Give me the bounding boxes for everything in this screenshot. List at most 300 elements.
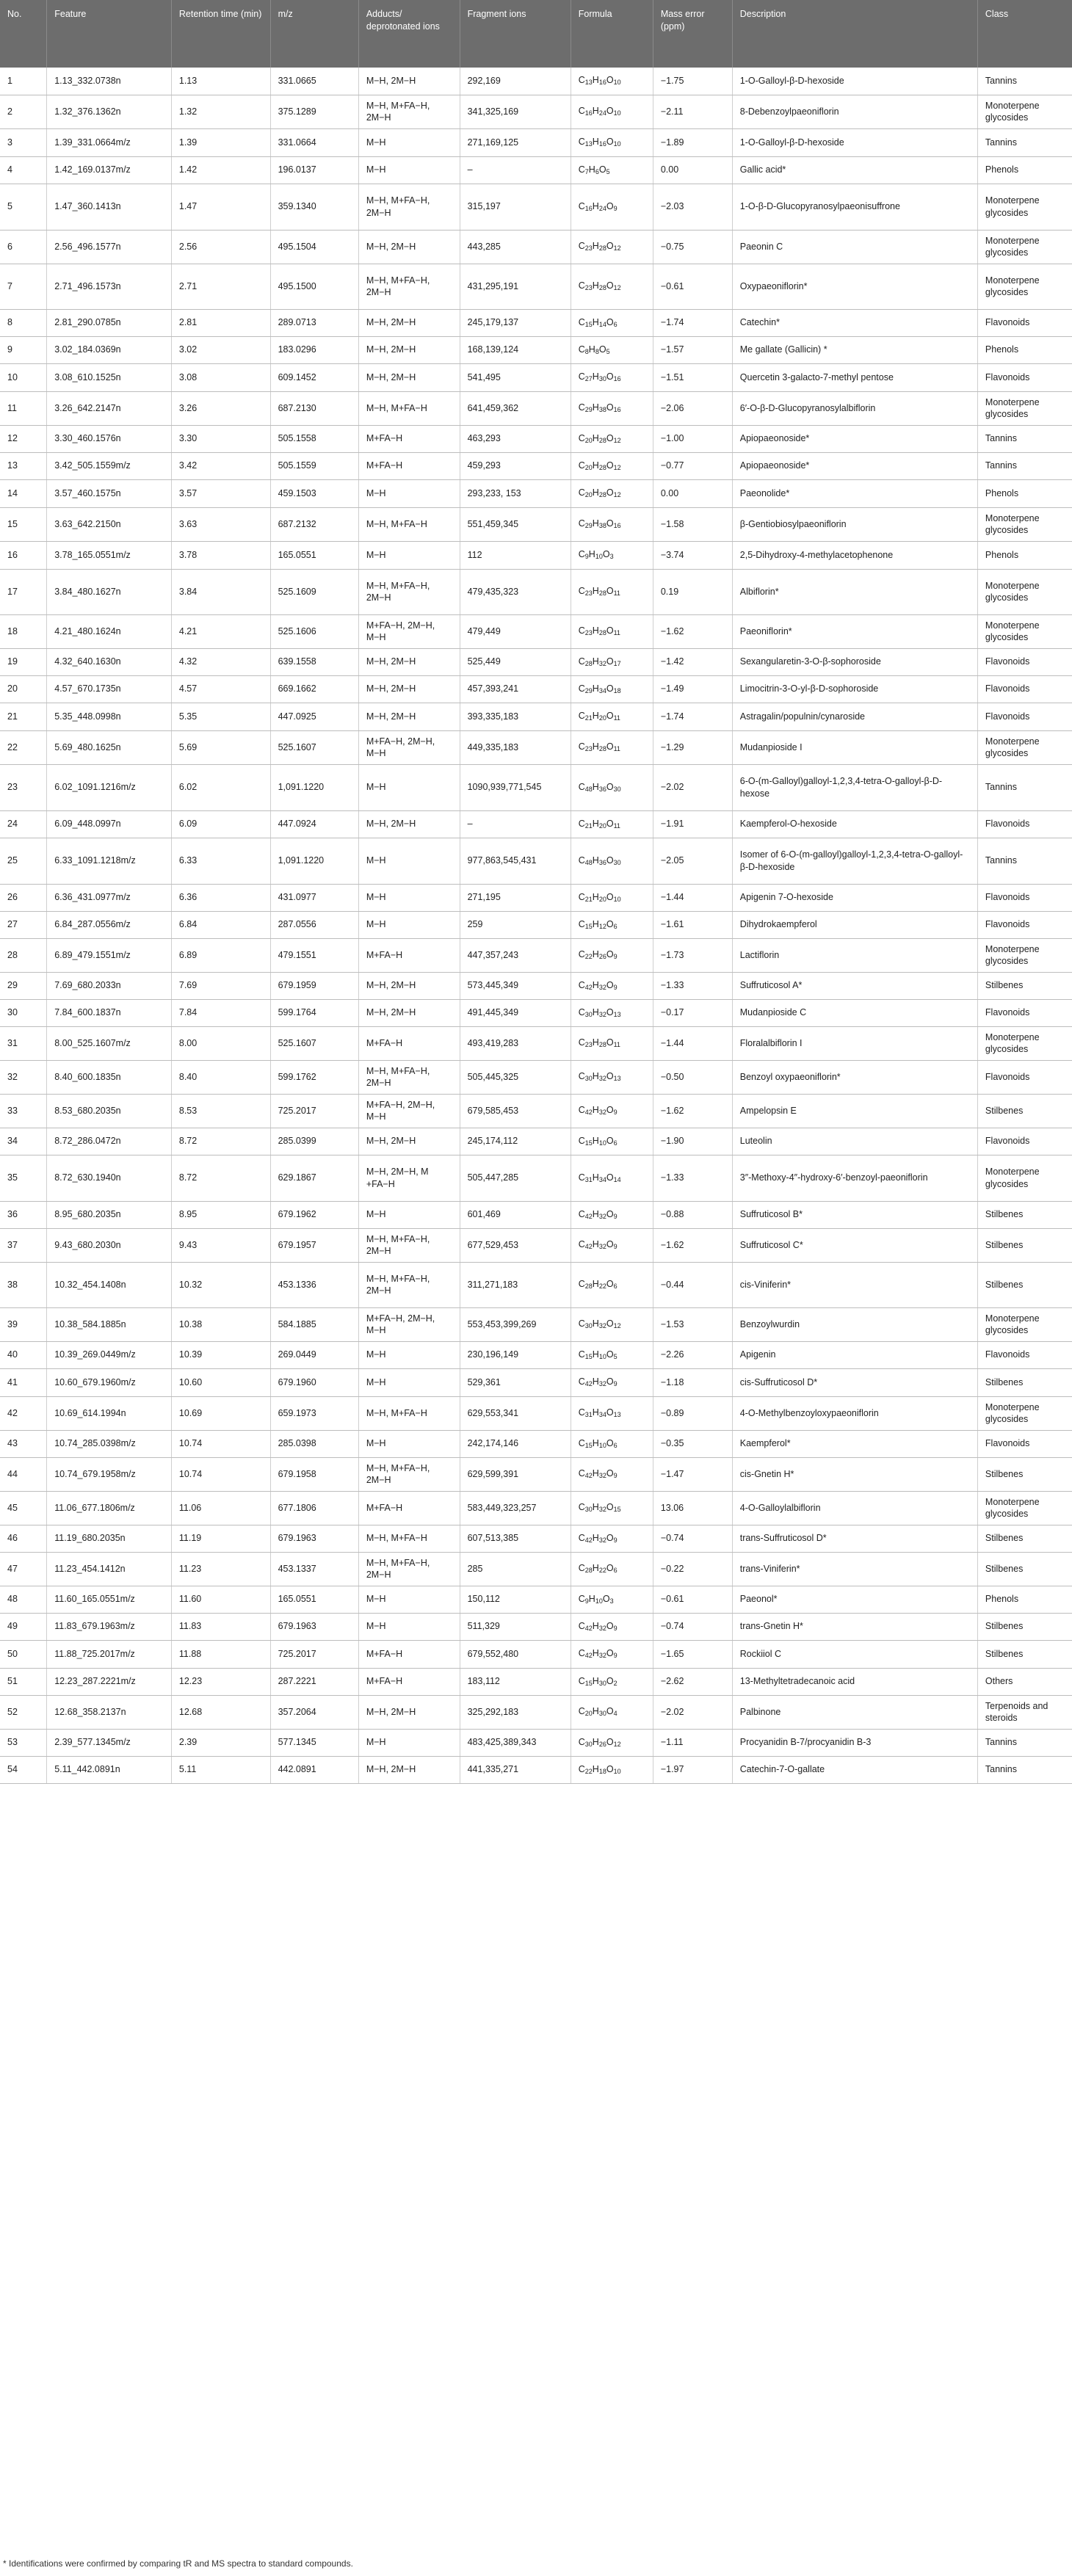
no-cell: 23 — [0, 764, 47, 810]
class-cell: Monoterpene glycosides — [977, 614, 1072, 648]
mass-error-cell: −1.33 — [653, 1155, 732, 1201]
mz-cell: 431.0977 — [270, 884, 358, 911]
feature-cell: 1.32_376.1362n — [47, 95, 172, 128]
fragment-ions-cell: 511,329 — [460, 1613, 571, 1640]
feature-cell: 8.72_286.0472n — [47, 1128, 172, 1155]
mass-error-cell: −1.73 — [653, 938, 732, 972]
mass-error-cell: −2.62 — [653, 1668, 732, 1695]
fragment-ions-cell: 607,513,385 — [460, 1525, 571, 1552]
adducts-cell: M−H, 2M−H — [358, 309, 460, 336]
no-cell: 1 — [0, 68, 47, 95]
class-cell: Monoterpene glycosides — [977, 391, 1072, 425]
no-cell: 37 — [0, 1228, 47, 1262]
mz-cell: 677.1806 — [270, 1491, 358, 1525]
mz-cell: 359.1340 — [270, 184, 358, 230]
fragment-ions-cell: 493,419,283 — [460, 1026, 571, 1060]
description-cell: 8-Debenzoylpaeoniflorin — [732, 95, 977, 128]
description-cell: Mudanpioside I — [732, 730, 977, 764]
feature-cell: 11.23_454.1412n — [47, 1552, 172, 1586]
no-cell: 41 — [0, 1368, 47, 1396]
retention-time-cell: 2.81 — [171, 309, 270, 336]
class-cell: Monoterpene glycosides — [977, 730, 1072, 764]
adducts-cell: M−H, M+FA−H, 2M−H — [358, 1457, 460, 1491]
retention-time-cell: 6.09 — [171, 810, 270, 838]
description-cell: Gallic acid* — [732, 156, 977, 184]
fragment-ions-cell: 601,469 — [460, 1201, 571, 1228]
no-cell: 40 — [0, 1341, 47, 1368]
feature-cell: 12.68_358.2137n — [47, 1695, 172, 1729]
adducts-cell: M+FA−H — [358, 1491, 460, 1525]
fragment-ions-cell: 168,139,124 — [460, 336, 571, 363]
class-cell: Stilbenes — [977, 1094, 1072, 1128]
mz-cell: 609.1452 — [270, 363, 358, 391]
description-cell: 1-O-β-D-Glucopyranosylpaeonisuffrone — [732, 184, 977, 230]
feature-cell: 4.57_670.1735n — [47, 675, 172, 703]
class-cell: Monoterpene glycosides — [977, 95, 1072, 128]
retention-time-cell: 2.39 — [171, 1729, 270, 1756]
feature-cell: 11.60_165.0551m/z — [47, 1586, 172, 1613]
fragment-ions-cell: 447,357,243 — [460, 938, 571, 972]
retention-time-cell: 10.39 — [171, 1341, 270, 1368]
retention-time-cell: 3.02 — [171, 336, 270, 363]
class-cell: Monoterpene glycosides — [977, 507, 1072, 541]
mz-cell: 679.1960 — [270, 1368, 358, 1396]
description-cell: Astragalin/populnin/cynaroside — [732, 703, 977, 730]
adducts-cell: M−H, 2M−H — [358, 1695, 460, 1729]
feature-cell: 8.53_680.2035n — [47, 1094, 172, 1128]
table-row — [0, 1128, 1072, 1155]
fragment-ions-cell: 529,361 — [460, 1368, 571, 1396]
table-row — [0, 1060, 1072, 1094]
description-cell: 2,5-Dihydroxy-4-methylacetophenone — [732, 541, 977, 569]
description-cell: Limocitrin-3-O-yl-β-D-sophoroside — [732, 675, 977, 703]
mass-error-cell: −1.44 — [653, 884, 732, 911]
description-cell: Oxypaeoniflorin* — [732, 264, 977, 309]
feature-cell: 3.30_460.1576n — [47, 425, 172, 452]
mz-cell: 495.1504 — [270, 230, 358, 264]
description-cell: Me gallate (Gallicin) * — [732, 336, 977, 363]
table-row — [0, 938, 1072, 972]
table-row — [0, 264, 1072, 309]
mass-error-cell: −0.44 — [653, 1262, 732, 1307]
table-row — [0, 68, 1072, 95]
class-cell: Stilbenes — [977, 1228, 1072, 1262]
table-row — [0, 1396, 1072, 1430]
feature-cell: 4.32_640.1630n — [47, 648, 172, 675]
description-cell: Floralalbiflorin I — [732, 1026, 977, 1060]
formula-cell: $C_{15}H_{14}O_6$ — [571, 309, 653, 336]
class-cell: Stilbenes — [977, 1201, 1072, 1228]
formula-cell: $C_{16}H_{24}O_9$ — [571, 184, 653, 230]
class-cell: Monoterpene glycosides — [977, 1396, 1072, 1430]
description-cell: Apiopaeonoside* — [732, 452, 977, 479]
no-cell: 51 — [0, 1668, 47, 1695]
formula-cell: $C_{15}H_{12}O_6$ — [571, 911, 653, 938]
retention-time-cell: 11.23 — [171, 1552, 270, 1586]
feature-cell: 6.36_431.0977m/z — [47, 884, 172, 911]
adducts-cell: M+FA−H, 2M−H, M−H — [358, 614, 460, 648]
feature-cell: 12.23_287.2221m/z — [47, 1668, 172, 1695]
no-cell: 16 — [0, 541, 47, 569]
description-cell: cis-Viniferin* — [732, 1262, 977, 1307]
mz-cell: 331.0664 — [270, 128, 358, 156]
retention-time-cell: 4.57 — [171, 675, 270, 703]
table-row — [0, 911, 1072, 938]
feature-cell: 10.32_454.1408n — [47, 1262, 172, 1307]
formula-cell: $C_{13}H_{16}O_{10}$ — [571, 128, 653, 156]
no-cell: 32 — [0, 1060, 47, 1094]
fragment-ions-cell: 483,425,389,343 — [460, 1729, 571, 1756]
class-cell: Flavonoids — [977, 1128, 1072, 1155]
fragment-ions-cell: 629,553,341 — [460, 1396, 571, 1430]
mz-cell: 479.1551 — [270, 938, 358, 972]
adducts-cell: M+FA−H — [358, 1668, 460, 1695]
retention-time-cell: 6.84 — [171, 911, 270, 938]
description-cell: 4-O-Galloylalbiflorin — [732, 1491, 977, 1525]
fragment-ions-cell: 679,552,480 — [460, 1640, 571, 1668]
formula-cell: $C_9H_{10}O_3$ — [571, 1586, 653, 1613]
class-cell: Monoterpene glycosides — [977, 1155, 1072, 1201]
feature-cell: 2.81_290.0785n — [47, 309, 172, 336]
table-footnote: * Identifications were confirmed by comparing tR and MS spectra to standard compounds. — [3, 2558, 353, 2569]
feature-cell: 3.02_184.0369n — [47, 336, 172, 363]
fragment-ions-cell: 479,435,323 — [460, 569, 571, 614]
fragment-ions-cell: 553,453,399,269 — [460, 1307, 571, 1341]
mass-error-cell: −0.88 — [653, 1201, 732, 1228]
column-header: Retention time (min) — [171, 0, 270, 68]
formula-cell: $C_{20}H_{28}O_{12}$ — [571, 479, 653, 507]
formula-cell: $C_{28}H_{22}O_6$ — [571, 1552, 653, 1586]
fragment-ions-cell: 245,179,137 — [460, 309, 571, 336]
class-cell: Stilbenes — [977, 1262, 1072, 1307]
table-body — [0, 68, 1072, 1783]
no-cell: 36 — [0, 1201, 47, 1228]
fragment-ions-cell: 150,112 — [460, 1586, 571, 1613]
fragment-ions-cell: 505,447,285 — [460, 1155, 571, 1201]
fragment-ions-cell: 525,449 — [460, 648, 571, 675]
description-cell: Palbinone — [732, 1695, 977, 1729]
adducts-cell: M−H — [358, 764, 460, 810]
feature-cell: 3.42_505.1559m/z — [47, 452, 172, 479]
table-row — [0, 838, 1072, 884]
mz-cell: 679.1962 — [270, 1201, 358, 1228]
no-cell: 42 — [0, 1396, 47, 1430]
mass-error-cell: −2.26 — [653, 1341, 732, 1368]
mz-cell: 495.1500 — [270, 264, 358, 309]
retention-time-cell: 8.40 — [171, 1060, 270, 1094]
adducts-cell: M−H, 2M−H — [358, 1756, 460, 1783]
formula-cell: $C_{31}H_{34}O_{14}$ — [571, 1155, 653, 1201]
formula-cell: $C_{21}H_{20}O_{10}$ — [571, 884, 653, 911]
mass-error-cell: −1.42 — [653, 648, 732, 675]
formula-cell: $C_{15}H_{10}O_5$ — [571, 1341, 653, 1368]
table-row — [0, 1491, 1072, 1525]
adducts-cell: M+FA−H — [358, 425, 460, 452]
feature-cell: 3.57_460.1575n — [47, 479, 172, 507]
class-cell: Monoterpene glycosides — [977, 230, 1072, 264]
no-cell: 30 — [0, 999, 47, 1026]
description-cell: Apiopaeonoside* — [732, 425, 977, 452]
mz-cell: 505.1559 — [270, 452, 358, 479]
class-cell: Tannins — [977, 1756, 1072, 1783]
fragment-ions-cell: 245,174,112 — [460, 1128, 571, 1155]
formula-cell: $C_{15}H_{30}O_2$ — [571, 1668, 653, 1695]
fragment-ions-cell: 292,169 — [460, 68, 571, 95]
no-cell: 34 — [0, 1128, 47, 1155]
table-row — [0, 1640, 1072, 1668]
mass-error-cell: −0.35 — [653, 1430, 732, 1457]
mz-cell: 285.0398 — [270, 1430, 358, 1457]
class-cell: Monoterpene glycosides — [977, 938, 1072, 972]
formula-cell: $C_{23}H_{28}O_{11}$ — [571, 730, 653, 764]
table-row — [0, 184, 1072, 230]
retention-time-cell: 8.72 — [171, 1155, 270, 1201]
description-cell: cis-Gnetin H* — [732, 1457, 977, 1491]
retention-time-cell: 10.38 — [171, 1307, 270, 1341]
mz-cell: 331.0665 — [270, 68, 358, 95]
feature-cell: 6.02_1091.1216m/z — [47, 764, 172, 810]
retention-time-cell: 3.08 — [171, 363, 270, 391]
class-cell: Tannins — [977, 764, 1072, 810]
mz-cell: 584.1885 — [270, 1307, 358, 1341]
no-cell: 24 — [0, 810, 47, 838]
adducts-cell: M−H, M+FA−H, 2M−H — [358, 1552, 460, 1586]
mass-error-cell: −0.22 — [653, 1552, 732, 1586]
description-cell: Sexangularetin-3-O-β-sophoroside — [732, 648, 977, 675]
formula-cell: $C_{20}H_{28}O_{12}$ — [571, 452, 653, 479]
class-cell: Phenols — [977, 336, 1072, 363]
adducts-cell: M−H, 2M−H — [358, 999, 460, 1026]
mass-error-cell: −2.02 — [653, 764, 732, 810]
retention-time-cell: 7.84 — [171, 999, 270, 1026]
description-cell: 3″-Methoxy-4″-hydroxy-6′-benzoyl-paeoniflorin — [732, 1155, 977, 1201]
mz-cell: 447.0924 — [270, 810, 358, 838]
column-header: Adducts/ deprotonated ions — [358, 0, 460, 68]
table-row — [0, 1586, 1072, 1613]
fragment-ions-cell: 679,585,453 — [460, 1094, 571, 1128]
class-cell: Stilbenes — [977, 1457, 1072, 1491]
class-cell: Tannins — [977, 68, 1072, 95]
description-cell: 4-O-Methylbenzoyloxypaeoniflorin — [732, 1396, 977, 1430]
table-row — [0, 1525, 1072, 1552]
no-cell: 28 — [0, 938, 47, 972]
description-cell: Paeoniflorin* — [732, 614, 977, 648]
mz-cell: 196.0137 — [270, 156, 358, 184]
retention-time-cell: 3.63 — [171, 507, 270, 541]
class-cell: Flavonoids — [977, 999, 1072, 1026]
mass-error-cell: −0.50 — [653, 1060, 732, 1094]
mz-cell: 687.2130 — [270, 391, 358, 425]
class-cell: Monoterpene glycosides — [977, 569, 1072, 614]
formula-cell: $C_{22}H_{26}O_9$ — [571, 938, 653, 972]
adducts-cell: M−H, M+FA−H — [358, 1396, 460, 1430]
table-row — [0, 336, 1072, 363]
table-row — [0, 541, 1072, 569]
feature-cell: 8.40_600.1835n — [47, 1060, 172, 1094]
feature-cell: 2.71_496.1573n — [47, 264, 172, 309]
retention-time-cell: 6.02 — [171, 764, 270, 810]
table-row — [0, 999, 1072, 1026]
adducts-cell: M−H, M+FA−H, 2M−H — [358, 95, 460, 128]
table-row — [0, 1307, 1072, 1341]
table-row — [0, 425, 1072, 452]
feature-cell: 3.63_642.2150n — [47, 507, 172, 541]
mz-cell: 679.1963 — [270, 1525, 358, 1552]
mass-error-cell: −1.97 — [653, 1756, 732, 1783]
table-row — [0, 1668, 1072, 1695]
adducts-cell: M−H, M+FA−H, 2M−H — [358, 1262, 460, 1307]
feature-cell: 1.39_331.0664m/z — [47, 128, 172, 156]
mass-error-cell: −1.91 — [653, 810, 732, 838]
table-row — [0, 1155, 1072, 1201]
table-row — [0, 1613, 1072, 1640]
no-cell: 22 — [0, 730, 47, 764]
no-cell: 45 — [0, 1491, 47, 1525]
mz-cell: 639.1558 — [270, 648, 358, 675]
description-cell: 6′-O-β-D-Glucopyranosylalbiflorin — [732, 391, 977, 425]
adducts-cell: M+FA−H — [358, 452, 460, 479]
table-row — [0, 614, 1072, 648]
fragment-ions-cell: 629,599,391 — [460, 1457, 571, 1491]
feature-cell: 10.60_679.1960m/z — [47, 1368, 172, 1396]
mass-error-cell: 0.00 — [653, 479, 732, 507]
class-cell: Terpenoids and steroids — [977, 1695, 1072, 1729]
no-cell: 52 — [0, 1695, 47, 1729]
retention-time-cell: 5.69 — [171, 730, 270, 764]
formula-cell: $C_{31}H_{34}O_{13}$ — [571, 1396, 653, 1430]
mz-cell: 447.0925 — [270, 703, 358, 730]
feature-cell: 5.35_448.0998n — [47, 703, 172, 730]
mz-cell: 183.0296 — [270, 336, 358, 363]
table-row — [0, 884, 1072, 911]
adducts-cell: M−H, 2M−H — [358, 1128, 460, 1155]
description-cell: Apigenin 7-O-hexoside — [732, 884, 977, 911]
retention-time-cell: 3.78 — [171, 541, 270, 569]
description-cell: Quercetin 3-galacto-7-methyl pentose — [732, 363, 977, 391]
mz-cell: 525.1607 — [270, 1026, 358, 1060]
feature-cell: 3.78_165.0551m/z — [47, 541, 172, 569]
formula-cell: $C_{28}H_{22}O_6$ — [571, 1262, 653, 1307]
formula-cell: $C_{16}H_{24}O_{10}$ — [571, 95, 653, 128]
table-row — [0, 95, 1072, 128]
column-header: Mass error (ppm) — [653, 0, 732, 68]
no-cell: 49 — [0, 1613, 47, 1640]
retention-time-cell: 10.74 — [171, 1430, 270, 1457]
mass-error-cell: −2.11 — [653, 95, 732, 128]
table-row — [0, 1262, 1072, 1307]
no-cell: 46 — [0, 1525, 47, 1552]
column-header: Class — [977, 0, 1072, 68]
mass-error-cell: −1.62 — [653, 614, 732, 648]
feature-cell: 11.06_677.1806m/z — [47, 1491, 172, 1525]
formula-cell: $C_{23}H_{28}O_{11}$ — [571, 569, 653, 614]
mass-error-cell: −1.47 — [653, 1457, 732, 1491]
mz-cell: 669.1662 — [270, 675, 358, 703]
retention-time-cell: 8.95 — [171, 1201, 270, 1228]
no-cell: 18 — [0, 614, 47, 648]
no-cell: 11 — [0, 391, 47, 425]
mass-error-cell: −0.89 — [653, 1396, 732, 1430]
table-row — [0, 1457, 1072, 1491]
feature-cell: 8.95_680.2035n — [47, 1201, 172, 1228]
column-header: Feature — [47, 0, 172, 68]
mass-error-cell: −1.53 — [653, 1307, 732, 1341]
mz-cell: 599.1764 — [270, 999, 358, 1026]
mz-cell: 505.1558 — [270, 425, 358, 452]
feature-cell: 3.08_610.1525n — [47, 363, 172, 391]
class-cell: Flavonoids — [977, 648, 1072, 675]
formula-cell: $C_{30}H_{32}O_{13}$ — [571, 1060, 653, 1094]
fragment-ions-cell: 505,445,325 — [460, 1060, 571, 1094]
mass-error-cell: −1.00 — [653, 425, 732, 452]
mass-error-cell: −0.17 — [653, 999, 732, 1026]
formula-cell: $C_{15}H_{10}O_6$ — [571, 1430, 653, 1457]
adducts-cell: M−H — [358, 1613, 460, 1640]
mass-error-cell: −2.03 — [653, 184, 732, 230]
fragment-ions-cell: 431,295,191 — [460, 264, 571, 309]
fragment-ions-cell: 457,393,241 — [460, 675, 571, 703]
adducts-cell: M+FA−H, 2M−H, M−H — [358, 1094, 460, 1128]
retention-time-cell: 4.21 — [171, 614, 270, 648]
class-cell: Others — [977, 1668, 1072, 1695]
formula-cell: $C_7H_6O_5$ — [571, 156, 653, 184]
feature-cell: 11.83_679.1963m/z — [47, 1613, 172, 1640]
class-cell: Tannins — [977, 1729, 1072, 1756]
no-cell: 53 — [0, 1729, 47, 1756]
retention-time-cell: 11.06 — [171, 1491, 270, 1525]
class-cell: Stilbenes — [977, 1525, 1072, 1552]
table-row — [0, 309, 1072, 336]
no-cell: 44 — [0, 1457, 47, 1491]
adducts-cell: M−H, M+FA−H, 2M−H — [358, 1228, 460, 1262]
table-row — [0, 452, 1072, 479]
mz-cell: 375.1289 — [270, 95, 358, 128]
description-cell: Dihydrokaempferol — [732, 911, 977, 938]
description-cell: 13-Methyltetradecanoic acid — [732, 1668, 977, 1695]
no-cell: 29 — [0, 972, 47, 999]
mz-cell: 453.1337 — [270, 1552, 358, 1586]
retention-time-cell: 5.35 — [171, 703, 270, 730]
description-cell: Paeonolide* — [732, 479, 977, 507]
mz-cell: 453.1336 — [270, 1262, 358, 1307]
mass-error-cell: −2.05 — [653, 838, 732, 884]
mass-error-cell: −1.18 — [653, 1368, 732, 1396]
adducts-cell: M+FA−H — [358, 1640, 460, 1668]
table-row — [0, 703, 1072, 730]
mz-cell: 269.0449 — [270, 1341, 358, 1368]
mass-error-cell: −1.11 — [653, 1729, 732, 1756]
retention-time-cell: 8.53 — [171, 1094, 270, 1128]
adducts-cell: M−H — [358, 1729, 460, 1756]
fragment-ions-cell: 491,445,349 — [460, 999, 571, 1026]
retention-time-cell: 1.47 — [171, 184, 270, 230]
adducts-cell: M−H — [358, 541, 460, 569]
table-row — [0, 363, 1072, 391]
description-cell: Benzoylwurdin — [732, 1307, 977, 1341]
formula-cell: $C_{30}H_{26}O_{12}$ — [571, 1729, 653, 1756]
adducts-cell: M+FA−H, 2M−H, M−H — [358, 730, 460, 764]
adducts-cell: M−H, 2M−H — [358, 703, 460, 730]
mass-error-cell: −0.61 — [653, 1586, 732, 1613]
retention-time-cell: 1.42 — [171, 156, 270, 184]
mass-error-cell: 0.19 — [653, 569, 732, 614]
description-cell: 1-O-Galloyl-β-D-hexoside — [732, 68, 977, 95]
no-cell: 50 — [0, 1640, 47, 1668]
class-cell: Flavonoids — [977, 1341, 1072, 1368]
feature-cell: 11.88_725.2017m/z — [47, 1640, 172, 1668]
retention-time-cell: 12.23 — [171, 1668, 270, 1695]
fragment-ions-cell: 242,174,146 — [460, 1430, 571, 1457]
